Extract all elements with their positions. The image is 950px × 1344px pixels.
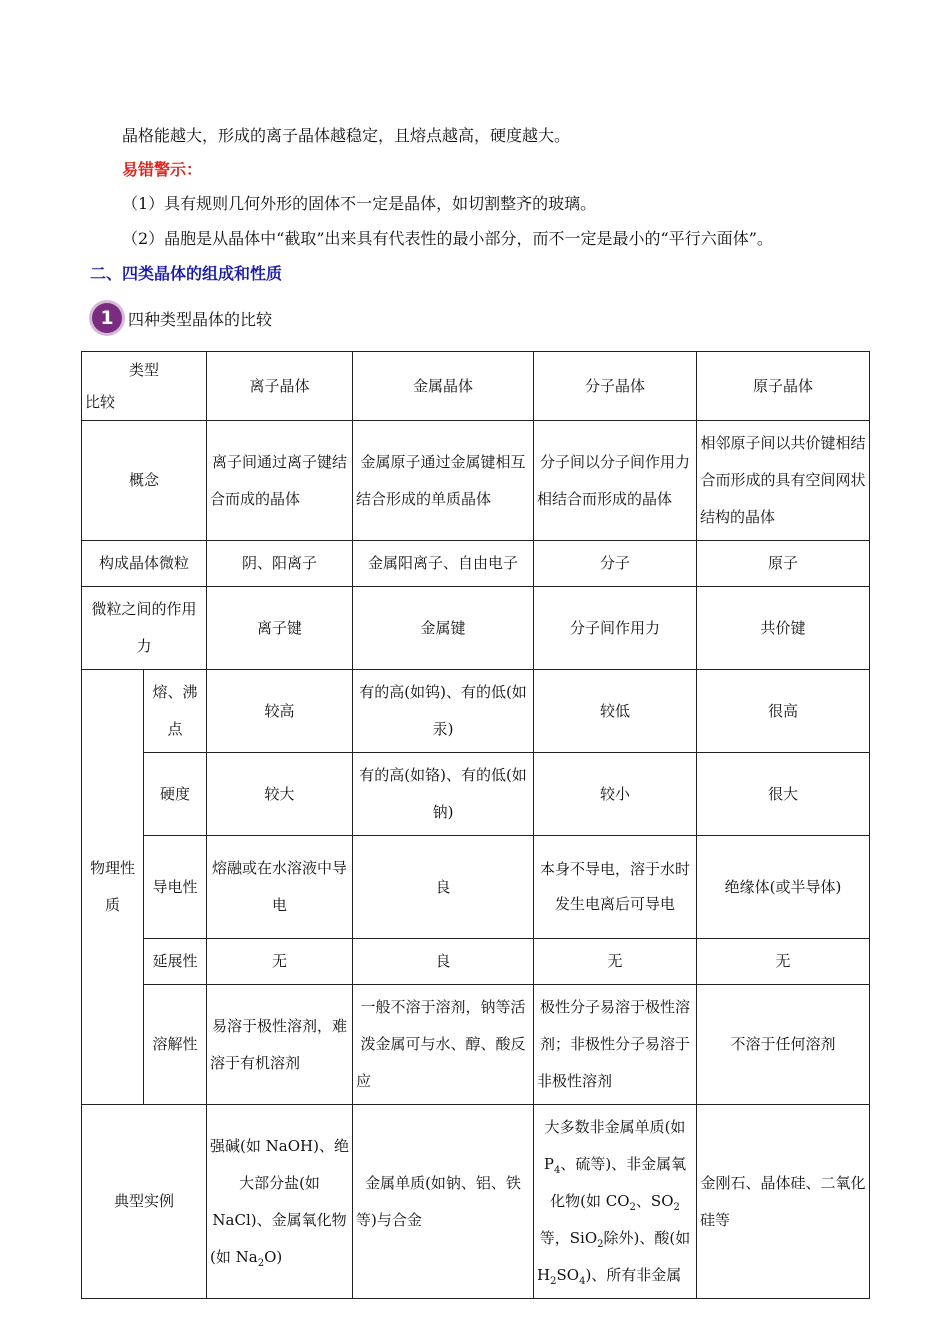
table-cell: 原子 — [697, 541, 870, 587]
table-cell: 分子间作用力 — [534, 587, 697, 670]
example-mol-s5: 2 — [550, 1276, 557, 1287]
sub-row-label: 熔、沸点 — [144, 670, 207, 753]
table-cell: 有的高(如铬)、有的低(如钠) — [353, 753, 534, 836]
table-cell: 很大 — [697, 753, 870, 836]
table-cell: 极性分子易溶于极性溶剂；非极性分子易溶于非极性溶剂 — [534, 985, 697, 1105]
table-cell: 较高 — [207, 670, 353, 753]
example-ionic-a: 强碱(如 NaOH)、绝大部分盐(如NaCl)、金属氧化物(如 Na — [210, 1136, 349, 1266]
conductivity-molecular-text-2: 发生电离后可导电 — [555, 895, 676, 913]
example-mol-s3: 2 — [673, 1202, 680, 1213]
example-mol-p6: SO — [556, 1266, 580, 1284]
table-cell: 较低 — [534, 670, 697, 753]
section-title: 二、四类晶体的组成和性质 — [90, 264, 283, 283]
table-cell: 分子间以分子间作用力相结合而形成的晶体 — [534, 421, 697, 541]
warning-item-1: （1）具有规则几何外形的固体不一定是晶体，如切割整齐的玻璃。 — [122, 194, 597, 213]
table-cell: 金属单质(如钠、铝、铁等)与合金 — [353, 1105, 534, 1299]
table-cell — [534, 1105, 697, 1299]
column-header: 金属晶体 — [353, 352, 534, 421]
table-cell: 分子 — [534, 541, 697, 587]
warning-item-2: （2）晶胞是从晶体中“截取”出来具有代表性的最小部分，而不一定是最小的“平行六面体”。 — [122, 229, 773, 248]
subsection-title: 四种类型晶体的比较 — [128, 309, 273, 329]
table-cell: 阴、阳离子 — [207, 541, 353, 587]
table-cell: 较小 — [534, 753, 697, 836]
table-cell: 离子间通过离子键结合而成的晶体 — [207, 421, 353, 541]
example-mol-p4: 等，SiO — [539, 1229, 598, 1247]
table-cell: 共价键 — [697, 587, 870, 670]
sub-row-label: 硬度 — [144, 753, 207, 836]
sub-row-label: 溶解性 — [144, 985, 207, 1105]
table-cell: 金属原子通过金属键相互结合形成的单质晶体 — [353, 421, 534, 541]
example-mol-s2: 2 — [629, 1202, 636, 1213]
conductivity-molecular-text: 本身不导电，溶于水时 — [540, 860, 691, 878]
row-label: 微粒之间的作用力 — [82, 587, 207, 670]
example-mol-p1: 大多数非金属单质(如P — [543, 1118, 686, 1173]
table-cell: 无 — [207, 939, 353, 985]
table-cell — [207, 1105, 353, 1299]
column-header: 分子晶体 — [534, 352, 697, 421]
table-cell: 易溶于极性溶剂，难溶于有机溶剂 — [207, 985, 353, 1105]
table-row — [82, 939, 870, 985]
table-row — [82, 1105, 870, 1299]
corner-type-label: 类型 — [129, 361, 160, 379]
table-row — [82, 753, 870, 836]
example-ionic-b: O) — [264, 1247, 283, 1266]
example-mol-s1: 4 — [553, 1165, 561, 1176]
intro-line: 晶格能越大，形成的离子晶体越稳定，且熔点越高，硬度越大。 — [122, 126, 571, 145]
column-header: 离子晶体 — [207, 352, 353, 421]
table-cell: 绝缘体(或半导体) — [697, 836, 870, 939]
table-cell: 相邻原子间以共价键相结合而形成的具有空间网状结构的晶体 — [697, 421, 870, 541]
table-cell: 有的高(如钨)、有的低(如汞) — [353, 670, 534, 753]
crystal-comparison-table — [81, 351, 870, 1299]
table-cell: 良 — [353, 939, 534, 985]
sub-row-label: 延展性 — [144, 939, 207, 985]
table-row — [82, 421, 870, 541]
table-cell: 离子键 — [207, 587, 353, 670]
example-mol-p3: 、SO — [635, 1192, 674, 1210]
sub-row-label: 导电性 — [144, 836, 207, 939]
number-badge-icon: 1 — [92, 303, 122, 333]
table-cell: 熔融或在水溶液中导电 — [207, 836, 353, 939]
table-header-row — [82, 352, 870, 421]
table-row — [82, 587, 870, 670]
table-row — [82, 670, 870, 753]
example-ionic-sub: 2 — [257, 1257, 265, 1269]
row-label: 典型实例 — [82, 1105, 207, 1299]
table-cell: 无 — [697, 939, 870, 985]
table-cell: 金属键 — [353, 587, 534, 670]
table-cell: 很高 — [697, 670, 870, 753]
table-row — [82, 836, 870, 939]
warning-title: 易错警示： — [122, 160, 203, 179]
table-cell: 不溶于任何溶剂 — [697, 985, 870, 1105]
column-header: 原子晶体 — [697, 352, 870, 421]
corner-header-cell — [82, 352, 207, 421]
corner-compare-label: 比较 — [85, 393, 116, 411]
subsection-heading — [92, 300, 272, 336]
row-label: 物理性质 — [82, 670, 144, 1105]
example-mol-p2: 、硫等)、非金属氧化物(如 CO — [550, 1155, 687, 1210]
table-cell: 无 — [534, 939, 697, 985]
example-mol-s6: 4 — [579, 1276, 586, 1287]
table-cell: 较大 — [207, 753, 353, 836]
example-mol-s4: 2 — [597, 1239, 604, 1250]
example-mol-p5: 除外)、酸(如H — [537, 1229, 691, 1284]
table-cell: 一般不溶于溶剂，钠等活泼金属可与水、醇、酸反应 — [353, 985, 534, 1105]
table-cell: 金刚石、晶体硅、二氧化硅等 — [697, 1105, 870, 1299]
table-cell — [534, 836, 697, 939]
table-cell: 良 — [353, 836, 534, 939]
example-mol-p7: )、所有非金属 — [585, 1266, 682, 1284]
table-row — [82, 985, 870, 1105]
table-cell: 金属阳离子、自由电子 — [353, 541, 534, 587]
row-label: 构成晶体微粒 — [82, 541, 207, 587]
row-label: 概念 — [82, 421, 207, 541]
table-row — [82, 541, 870, 587]
